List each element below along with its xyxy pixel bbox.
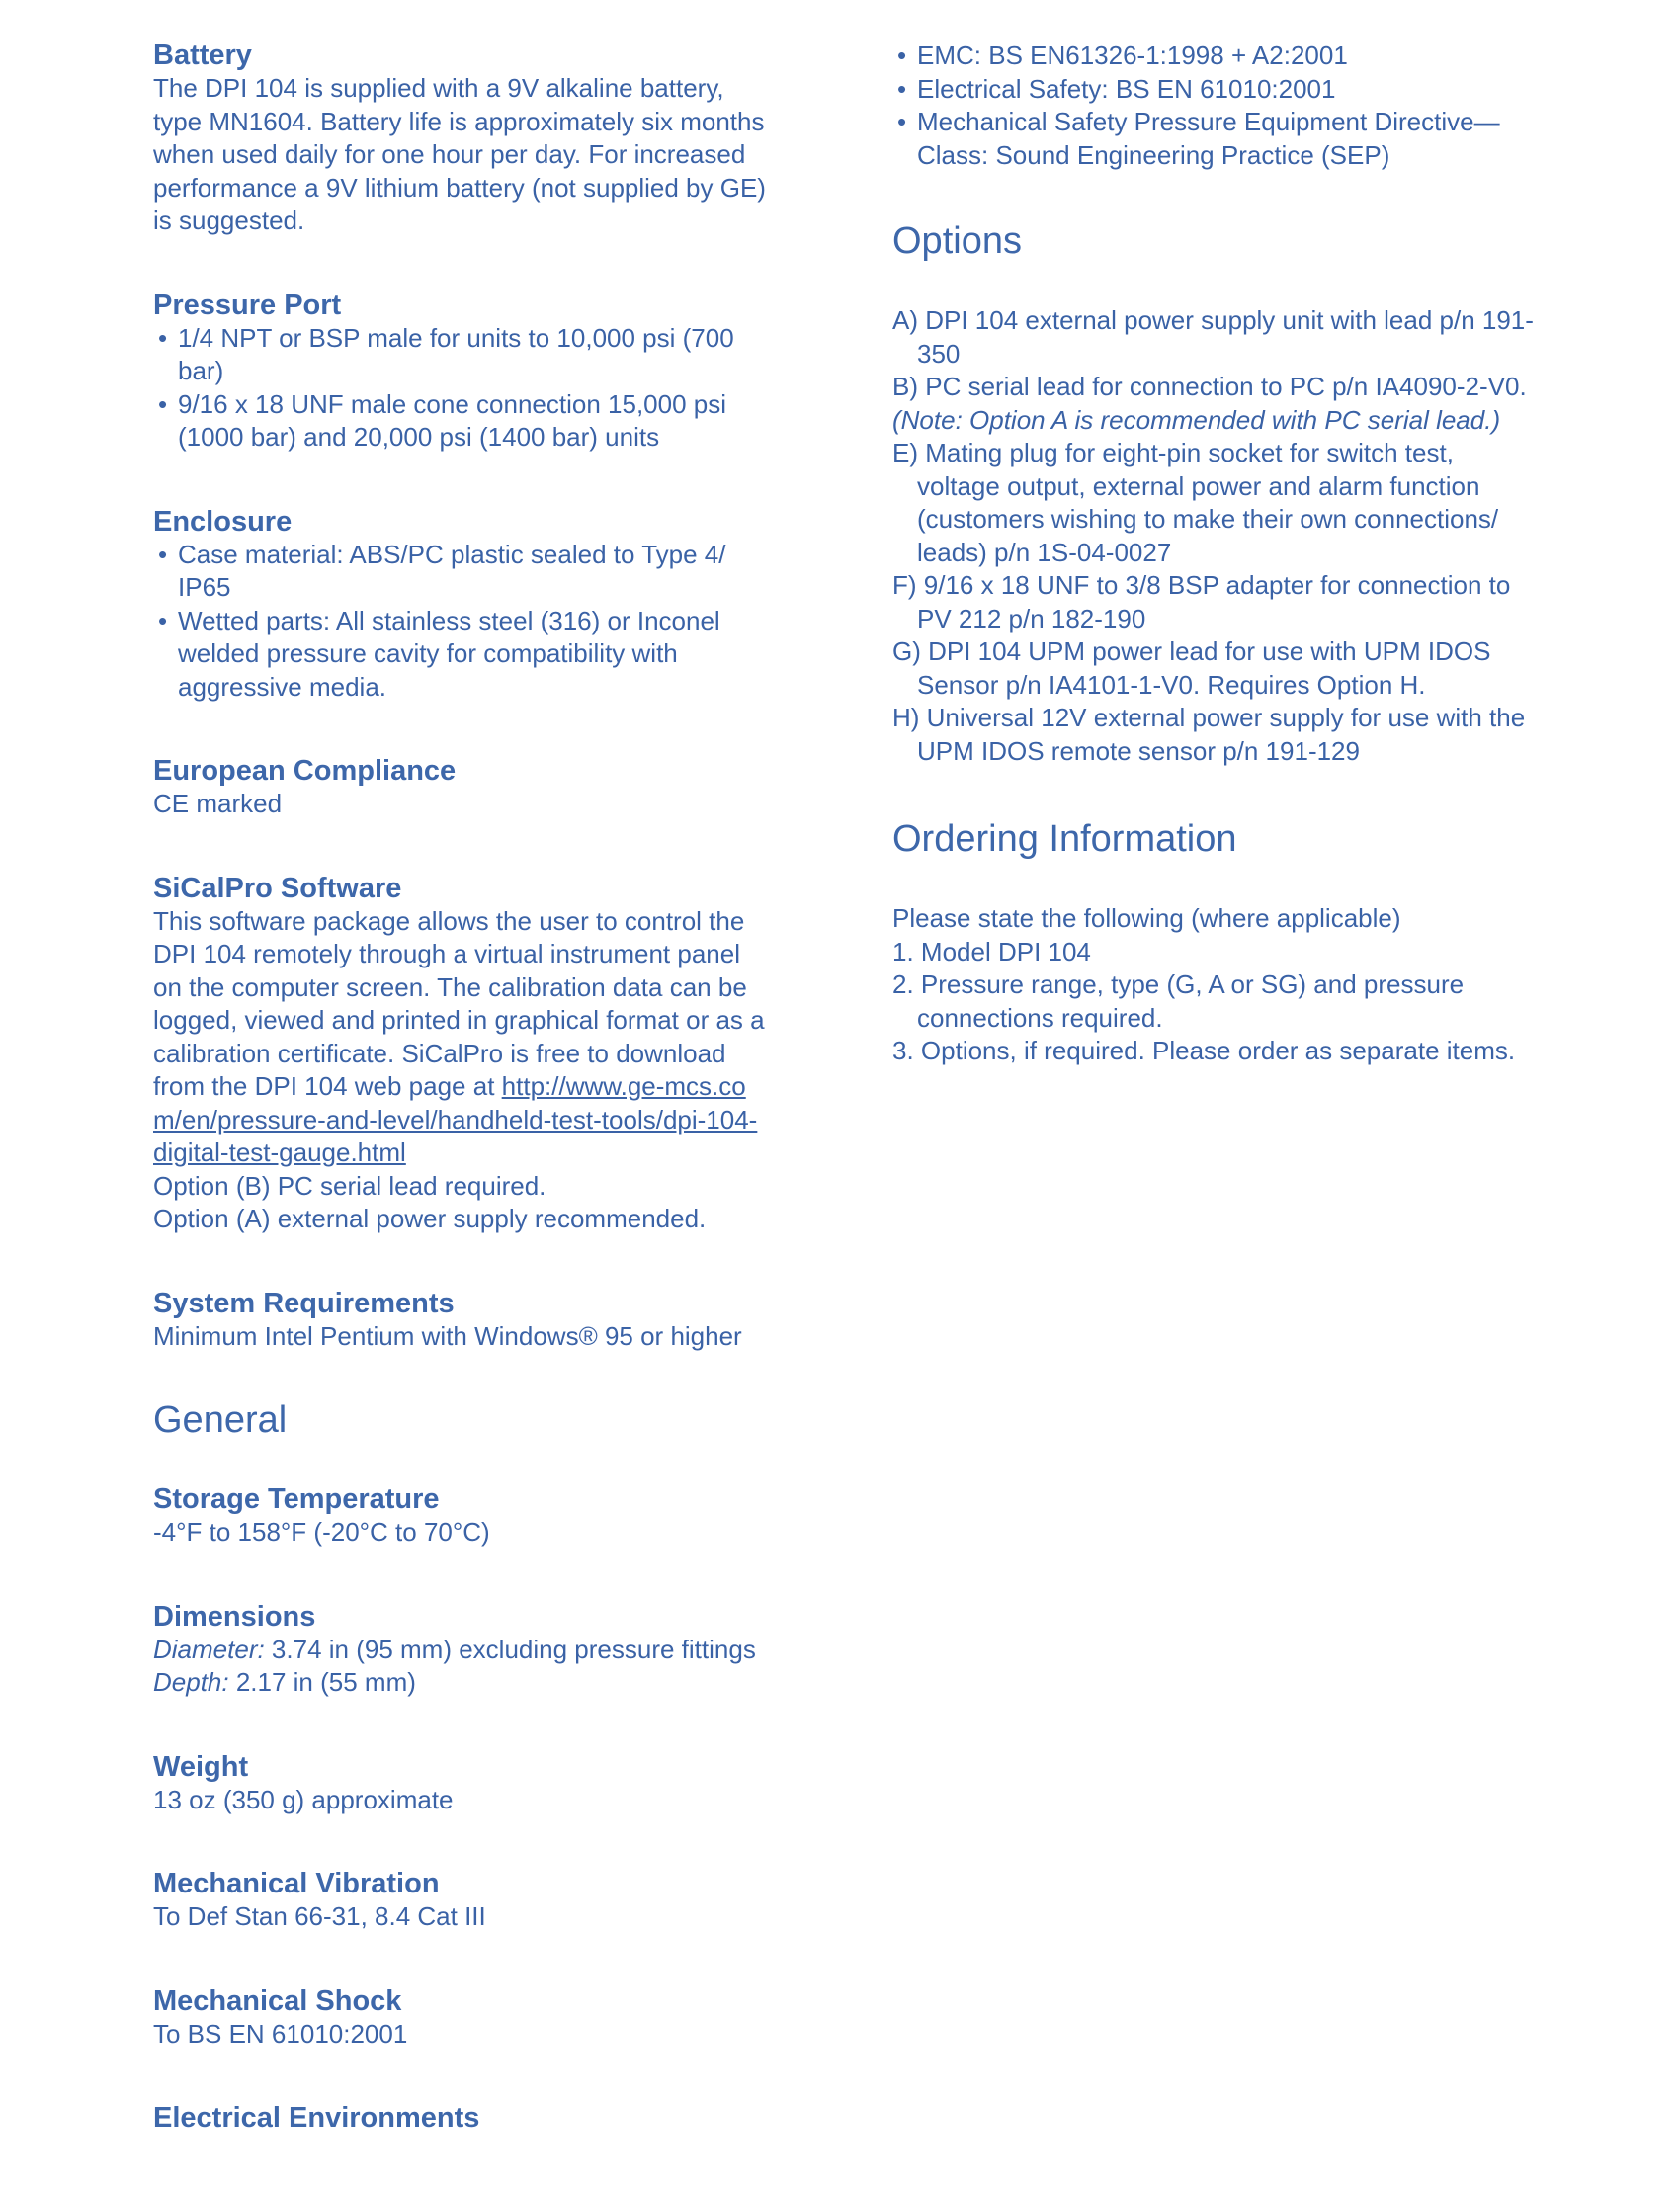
- european-compliance-section: [153, 755, 766, 821]
- bullet-icon: •: [158, 322, 168, 353]
- pressure-port-title: Pressure Port: [153, 289, 342, 321]
- compliance-list: [892, 40, 1535, 172]
- mechanical-vibration-section: [153, 1868, 766, 1934]
- list-item: • Case material: ABS/PC plastic sealed to Type 4/ IP65: [158, 539, 726, 602]
- storage-temperature-title: Storage Temperature: [153, 1483, 440, 1515]
- dimensions-depth: Depth: 2.17 in (55 mm): [153, 1667, 416, 1697]
- list-item: 2. Pressure range, type (G, A or SG) and pressure connections required.: [892, 969, 1465, 1033]
- mechanical-shock-section: [153, 1985, 766, 2052]
- weight-text: 13 oz (350 g) approximate: [153, 1784, 454, 1814]
- battery-title: Battery: [153, 40, 252, 71]
- bullet-icon: •: [158, 388, 168, 419]
- electrical-environments-title: Electrical Environments: [153, 2102, 480, 2134]
- ordering-heading: Ordering Information: [892, 818, 1237, 860]
- sicalpro-option-b: Option (B) PC serial lead required.: [153, 1170, 546, 1201]
- storage-temperature-text: -4°F to 158°F (-20°C to 70°C): [153, 1517, 490, 1547]
- sicalpro-text: This software package allows the user to control the DPI 104 remotely through a virtual instrument panel on the computer screen. The calibration data can be logged, viewed and printed in graphical format or as a calibration certificate. SiCalPro is free to download from the DPI 104 web page at: [153, 905, 765, 1101]
- mechanical-vibration-text: To Def Stan 66-31, 8.4 Cat III: [153, 1901, 486, 1931]
- option-e: E) Mating plug for eight-pin socket for switch test, voltage output, external power and alarm function (customers wishing to make their own connections/ leads) p/n 1S-04-0027: [892, 438, 1499, 567]
- sicalpro-section: [153, 873, 766, 1236]
- storage-temperature-section: [153, 1483, 766, 1550]
- enclosure-section: [153, 506, 766, 705]
- option-b: B) PC serial lead for connection to PC p/n IA4090-2-V0.: [892, 372, 1527, 401]
- weight-title: Weight: [153, 1750, 249, 1783]
- general-heading: General: [153, 1399, 288, 1441]
- left-column: [153, 40, 766, 2186]
- system-requirements-title: System Requirements: [153, 1287, 455, 1319]
- list-item: • Wetted parts: All stainless steel (316) or Inconel welded pressure cavity for compatibility with aggressive media.: [158, 605, 720, 702]
- option-f: F) 9/16 x 18 UNF to 3/8 BSP adapter for connection to PV 212 p/n 182-190: [892, 570, 1511, 633]
- list-item: • 9/16 x 18 UNF male cone connection 15,000 psi (1000 bar) and 20,000 psi (1400 bar) units: [158, 388, 727, 452]
- list-item: • 1/4 NPT or BSP male for units to 10,000 psi (700 bar): [158, 322, 734, 385]
- option-h: H) Universal 12V external power supply for use with the UPM IDOS remote sensor p/n 191-129: [892, 703, 1526, 766]
- european-compliance-text: CE marked: [153, 789, 283, 818]
- list-item: • EMC: BS EN61326-1:1998 + A2:2001: [892, 40, 1535, 73]
- list-item: 3. Options, if required. Please order as separate items.: [892, 1036, 1516, 1065]
- dimensions-diameter: Diameter: 3.74 in (95 mm) excluding pressure fittings: [153, 1634, 756, 1664]
- bullet-icon: •: [897, 73, 907, 104]
- bullet-icon: •: [897, 41, 907, 70]
- sicalpro-title: SiCalPro Software: [153, 872, 402, 904]
- sicalpro-option-a: Option (A) external power supply recommended.: [153, 1204, 707, 1233]
- option-note: (Note: Option A is recommended with PC serial lead.): [892, 404, 1501, 435]
- battery-text: The DPI 104 is supplied with a 9V alkaline battery, type MN1604. Battery life is approximately six months when used daily for one hour per day. For increased performance a 9V lithium battery (not supplied by GE) is suggested.: [153, 73, 766, 235]
- options-list: [892, 304, 1535, 768]
- pressure-port-section: [153, 290, 766, 455]
- mechanical-shock-text: To BS EN 61010:2001: [153, 2018, 408, 2049]
- weight-section: [153, 1751, 766, 1817]
- right-column: [892, 40, 1535, 1120]
- system-requirements-text: Minimum Intel Pentium with Windows® 95 or higher: [153, 1320, 742, 1351]
- dimensions-title: Dimensions: [153, 1600, 316, 1633]
- bullet-icon: •: [158, 605, 168, 635]
- dimensions-section: [153, 1601, 766, 1700]
- option-a: A) DPI 104 external power supply unit with lead p/n 191-350: [892, 305, 1534, 369]
- mechanical-shock-title: Mechanical Shock: [153, 1984, 402, 2017]
- sicalpro-download-link[interactable]: http://www.ge-mcs.com/en/pressure-and-level/handheld-test-tools/dpi-104-digital-test-gauge.html: [153, 1071, 758, 1167]
- ordering-intro: Please state the following (where applicable): [892, 903, 1401, 933]
- list-item: • Mechanical Safety Pressure Equipment Directive—Class: Sound Engineering Practice (SEP): [897, 107, 1500, 170]
- electrical-environments-section: [153, 2102, 766, 2135]
- european-compliance-title: European Compliance: [153, 755, 457, 787]
- list-item: • Electrical Safety: BS EN 61010:2001: [892, 73, 1535, 107]
- list-item: 1. Model DPI 104: [892, 936, 1091, 967]
- option-g: G) DPI 104 UPM power lead for use with UPM IDOS Sensor p/n IA4101-1-V0. Requires Option H.: [892, 636, 1491, 700]
- options-heading: Options: [892, 220, 1022, 262]
- enclosure-title: Enclosure: [153, 505, 293, 538]
- ordering-list: [892, 902, 1535, 1068]
- system-requirements-section: [153, 1288, 766, 1354]
- battery-section: [153, 40, 766, 238]
- bullet-icon: •: [897, 107, 907, 136]
- mechanical-vibration-title: Mechanical Vibration: [153, 1868, 440, 1899]
- bullet-icon: •: [158, 539, 168, 569]
